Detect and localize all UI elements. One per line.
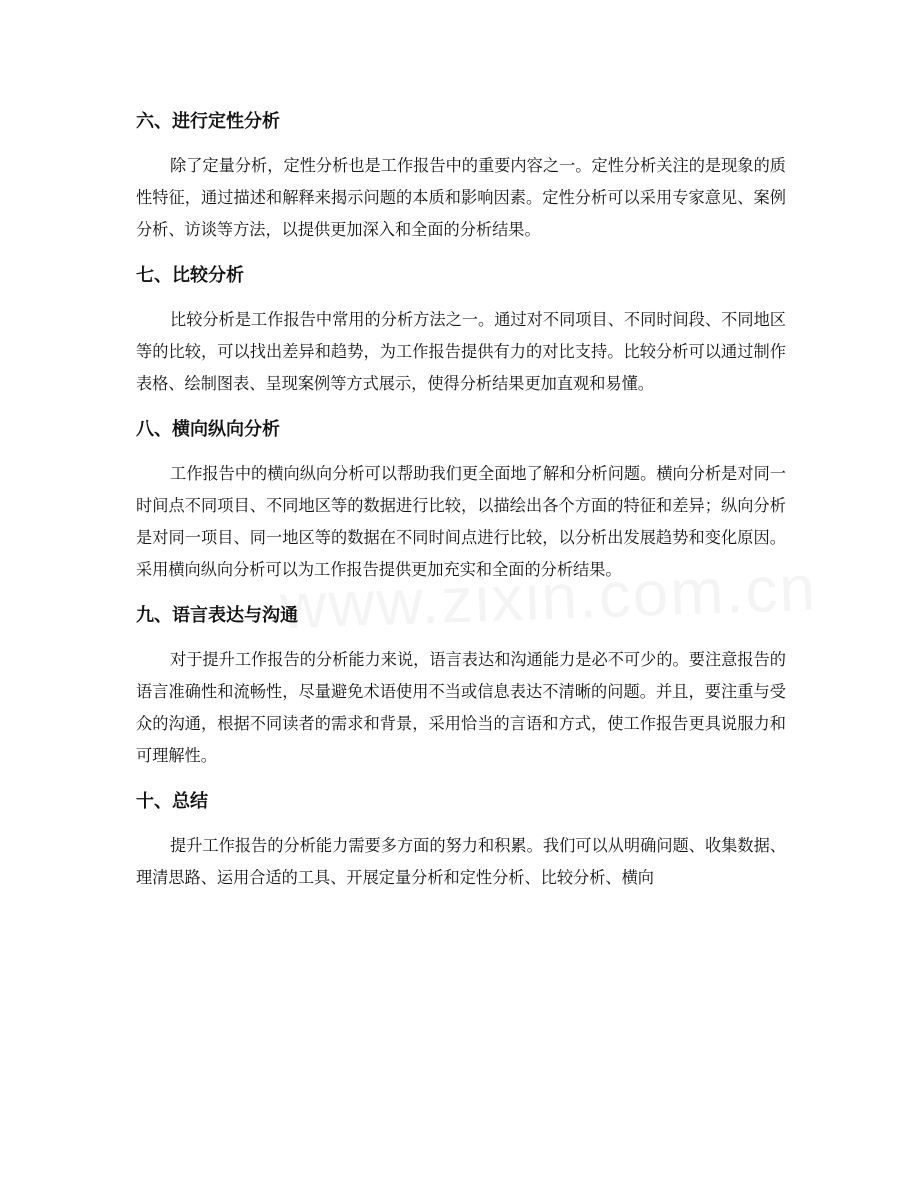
section-heading: 七、比较分析 bbox=[136, 265, 244, 286]
section-paragraph: 提升工作报告的分析能力需要多方面的努力和积累。我们可以从明确问题、收集数据、理清思路、运用合适的工具、开展定量分析和定性分析、比较分析、横向 bbox=[136, 836, 786, 887]
section-paragraph: 对于提升工作报告的分析能力来说，语言表达和沟通能力是必不可少的。要注意报告的语言准确性和流畅性，尽量避免术语使用不当或信息表达不清晰的问题。并且，要注重与受众的沟通，根据不同读者的需求和背景，采用恰当的言语和方式，使工作报告更具说服力和可理解性。 bbox=[136, 650, 786, 765]
section-paragraph: 除了定量分析，定性分析也是工作报告中的重要内容之一。定性分析关注的是现象的质性特征，通过描述和解释来揭示问题的本质和影响因素。定性分析可以采用专家意见、案例分析、访谈等方法，以提供更加深入和全面的分析结果。 bbox=[136, 156, 786, 239]
section-heading: 八、横向纵向分析 bbox=[136, 419, 280, 440]
section-6 bbox=[136, 106, 786, 246]
section-heading: 九、语言表达与沟通 bbox=[136, 605, 298, 626]
section-7 bbox=[136, 260, 786, 400]
section-heading: 六、进行定性分析 bbox=[136, 111, 280, 132]
document-body bbox=[136, 106, 786, 908]
section-8 bbox=[136, 414, 786, 586]
section-paragraph: 工作报告中的横向纵向分析可以帮助我们更全面地了解和分析问题。横向分析是对同一时间点不同项目、不同地区等的数据进行比较，以描绘出各个方面的特征和差异；纵向分析是对同一项目、同一地区等的数据在不同时间点进行比较，以分析出发展趋势和变化原因。采用横向纵向分析可以为工作报告提供更加充实和全面的分析结果。 bbox=[136, 464, 786, 579]
section-heading: 十、总结 bbox=[136, 791, 208, 812]
section-10 bbox=[136, 786, 786, 894]
section-9 bbox=[136, 600, 786, 772]
section-paragraph: 比较分析是工作报告中常用的分析方法之一。通过对不同项目、不同时间段、不同地区等的比较，可以找出差异和趋势，为工作报告提供有力的对比支持。比较分析可以通过制作表格、绘制图表、呈现案例等方式展示，使得分析结果更加直观和易懂。 bbox=[136, 310, 786, 393]
